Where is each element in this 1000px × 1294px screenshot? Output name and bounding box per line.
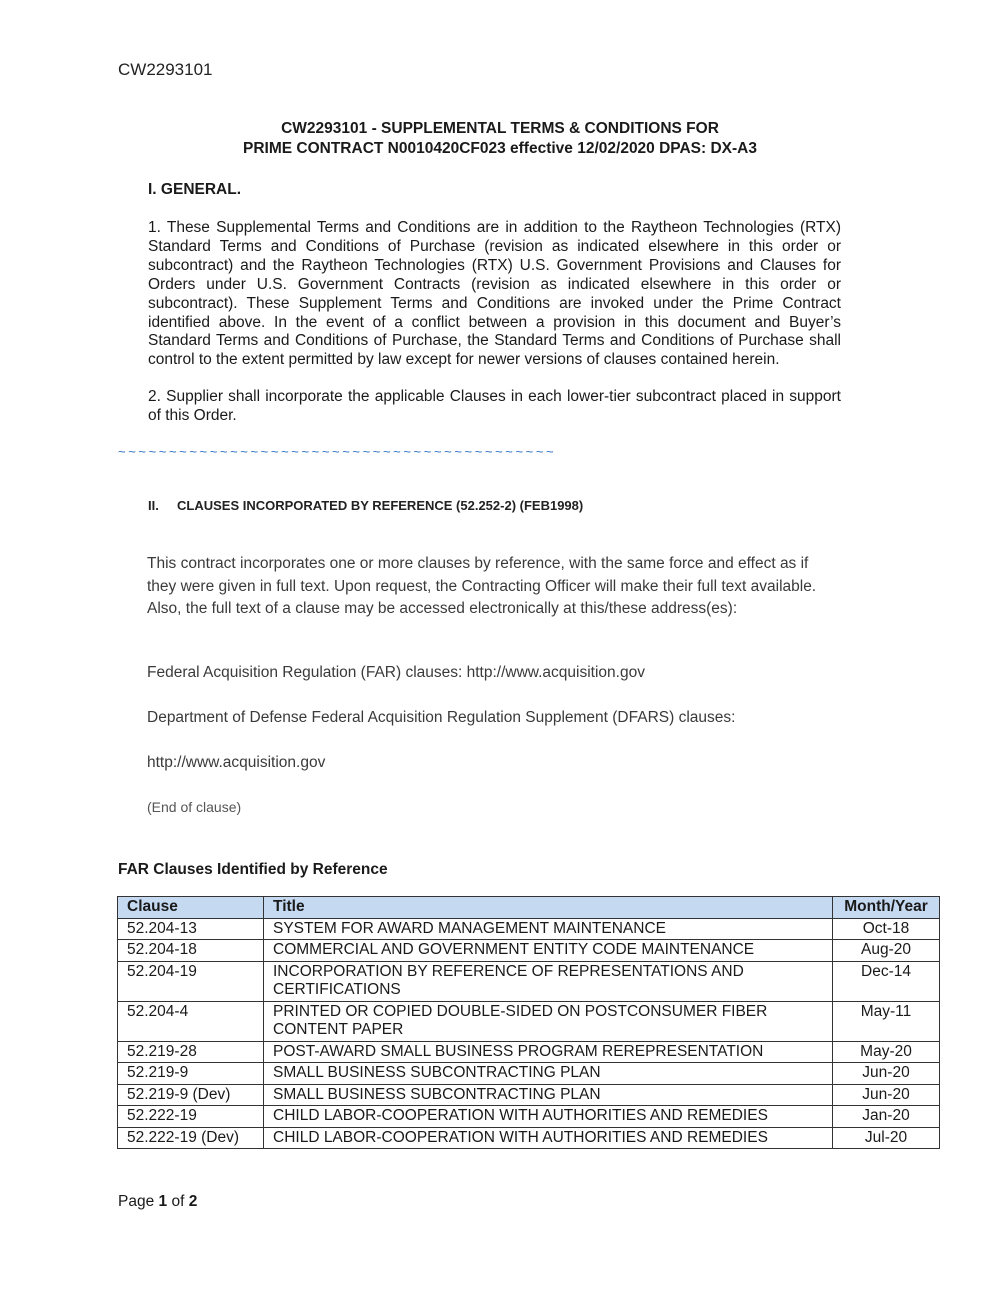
general-paragraph-1: 1. These Supplemental Terms and Conditions are in addition to the Raytheon Technologies (RTX) Standard Terms and Conditions of Purchase (revision as indicated elsewhere in this order or subcontract) and the Raytheon Technologies (RTX) U.S. Government Provisions and Clauses for Orders under U.S. Government Contracts (revision as indicated elsewhere in this order or subcontract). These Supplement Terms and Conditions are invoked under the Prime Contract identified above. In the event of a conflict between a provision in this document and Buyer’s Standard Terms and Conditions of Purchase, the Standard Terms and Conditions of Purchase shall control to the extent permitted by law except for newer versions of clauses contained herein. — [148, 219, 841, 369]
column-header-month-year: Month/Year — [833, 897, 940, 919]
table-row — [118, 1041, 940, 1063]
table-row — [118, 1063, 940, 1085]
section-number: II. — [148, 498, 159, 513]
clause-date: Jun-20 — [833, 1063, 940, 1085]
clause-title: COMMERCIAL AND GOVERNMENT ENTITY CODE MAINTENANCE — [264, 940, 833, 962]
clause-title: SYSTEM FOR AWARD MANAGEMENT MAINTENANCE — [264, 918, 833, 940]
clause-number: 52.204-19 — [118, 961, 264, 1001]
clause-title: SMALL BUSINESS SUBCONTRACTING PLAN — [264, 1084, 833, 1106]
clause-number: 52.222-19 — [118, 1106, 264, 1128]
clause-title: SMALL BUSINESS SUBCONTRACTING PLAN — [264, 1063, 833, 1085]
clause-date: Aug-20 — [833, 940, 940, 962]
clause-date: Oct-18 — [833, 918, 940, 940]
table-row — [118, 1001, 940, 1041]
clause-number: 52.204-4 — [118, 1001, 264, 1041]
clause-number: 52.219-28 — [118, 1041, 264, 1063]
section-general-heading: I. GENERAL. — [148, 181, 242, 198]
section-clauses-heading — [148, 498, 583, 513]
clause-number: 52.204-18 — [118, 940, 264, 962]
section-heading-text: CLAUSES INCORPORATED BY REFERENCE (52.252-2) (FEB1998) — [177, 498, 584, 513]
clauses-intro-paragraph: This contract incorporates one or more clauses by reference, with the same force and effect as if they were given in full text. Upon request, the Contracting Officer will make their full text available. Also, the full text of a clause may be accessed electronically at this/these address(es): — [147, 555, 817, 617]
clause-date: Jun-20 — [833, 1084, 940, 1106]
table-row — [118, 1106, 940, 1128]
table-header-row — [118, 897, 940, 919]
clause-date: May-11 — [833, 1001, 940, 1041]
clause-date: Jul-20 — [833, 1127, 940, 1149]
far-clauses-line: Federal Acquisition Regulation (FAR) clauses: http://www.acquisition.gov — [147, 664, 645, 681]
document-title — [0, 119, 1000, 159]
clause-date: May-20 — [833, 1041, 940, 1063]
dfars-clauses-line: Department of Defense Federal Acquisition Regulation Supplement (DFARS) clauses: — [147, 709, 736, 726]
tilde-divider: ~~~~~~~~~~~~~~~~~~~~~~~~~~~~~~~~~~~~~~~~~~~ — [118, 444, 557, 459]
end-of-clause: (End of clause) — [147, 799, 242, 815]
title-line-2: PRIME CONTRACT N0010420CF023 effective 12/02/2020 DPAS: DX-A3 — [243, 140, 757, 157]
clause-title: INCORPORATION BY REFERENCE OF REPRESENTATIONS AND CERTIFICATIONS — [264, 961, 833, 1001]
page-header-doc-id: CW2293101 — [118, 60, 213, 79]
footer-page-total: 2 — [188, 1193, 198, 1210]
footer-page-label: Page — [118, 1193, 155, 1210]
clause-number: 52.204-13 — [118, 918, 264, 940]
clause-title: CHILD LABOR-COOPERATION WITH AUTHORITIES AND REMEDIES — [264, 1127, 833, 1149]
clause-title: POST-AWARD SMALL BUSINESS PROGRAM REREPRESENTATION — [264, 1041, 833, 1063]
clause-date: Jan-20 — [833, 1106, 940, 1128]
table-row — [118, 940, 940, 962]
general-paragraph-2: 2. Supplier shall incorporate the applicable Clauses in each lower-tier subcontract placed in support of this Order. — [148, 388, 841, 424]
column-header-title: Title — [264, 897, 833, 919]
footer-of-label: of — [171, 1193, 185, 1210]
column-header-clause: Clause — [118, 897, 264, 919]
clause-title: PRINTED OR COPIED DOUBLE-SIDED ON POSTCONSUMER FIBER CONTENT PAPER — [264, 1001, 833, 1041]
dfars-url: http://www.acquisition.gov — [147, 754, 326, 771]
clause-number: 52.219-9 (Dev) — [118, 1084, 264, 1106]
clause-date: Dec-14 — [833, 961, 940, 1001]
clause-number: 52.222-19 (Dev) — [118, 1127, 264, 1149]
table-row — [118, 918, 940, 940]
table-row — [118, 961, 940, 1001]
title-line-1: CW2293101 - SUPPLEMENTAL TERMS & CONDITIONS FOR — [281, 120, 719, 137]
table-row — [118, 1084, 940, 1106]
far-table-heading: FAR Clauses Identified by Reference — [118, 861, 388, 878]
far-clauses-table — [117, 896, 940, 1149]
clause-title: CHILD LABOR-COOPERATION WITH AUTHORITIES AND REMEDIES — [264, 1106, 833, 1128]
page-footer — [118, 1193, 197, 1211]
table-row — [118, 1127, 940, 1149]
footer-page-number: 1 — [158, 1193, 168, 1210]
clause-number: 52.219-9 — [118, 1063, 264, 1085]
